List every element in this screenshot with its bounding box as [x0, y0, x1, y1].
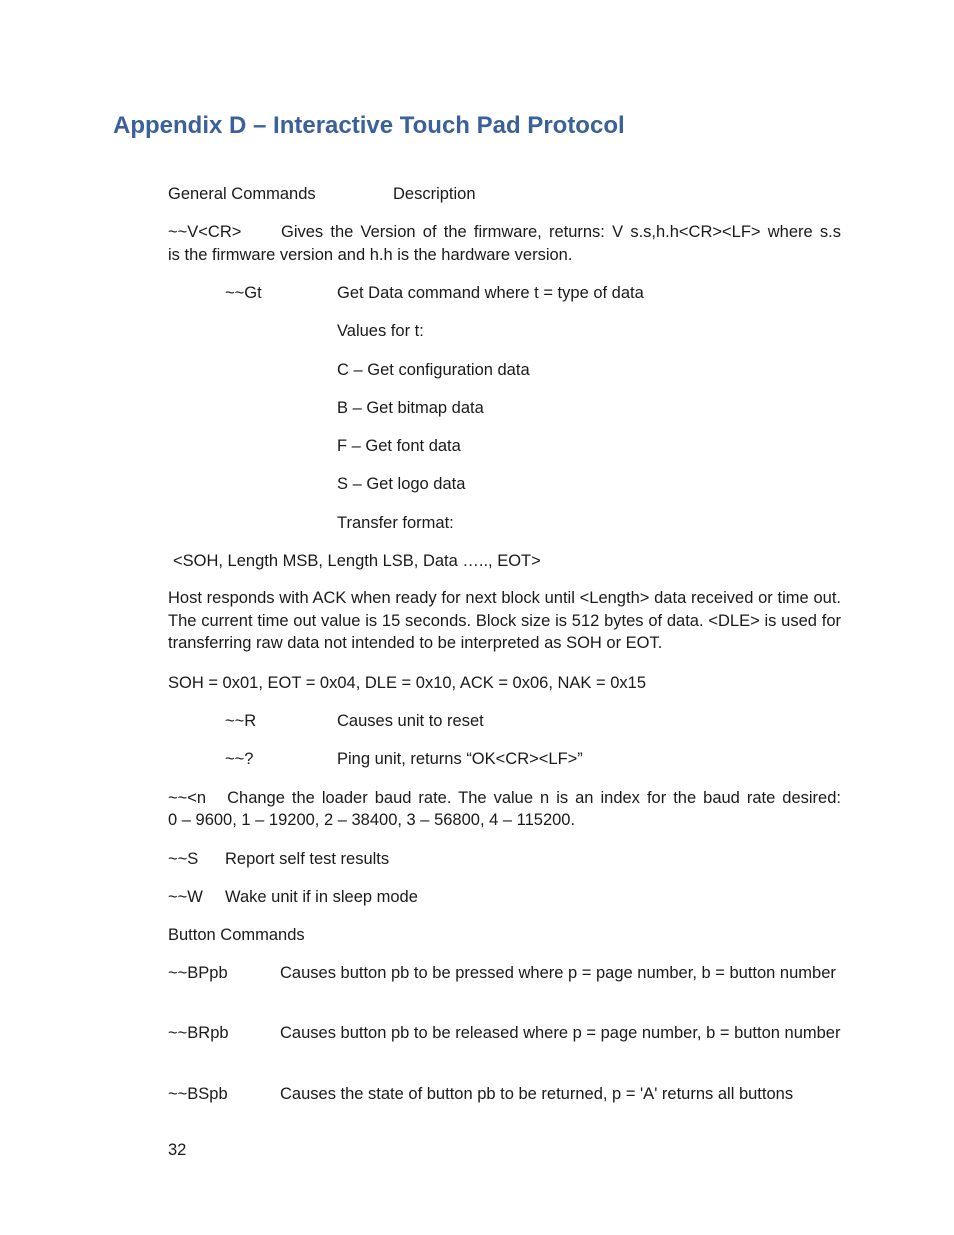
button-command: ~~BPpb — [168, 964, 228, 982]
button-command: ~~BRpb — [168, 1024, 229, 1042]
value-item: S – Get logo data — [337, 475, 466, 493]
transfer-format-label: Transfer format: — [337, 514, 454, 532]
value-item: B – Get bitmap data — [337, 399, 484, 417]
baud-line1: ~~<n Change the loader baud rate. The value n is an index for the baud rate desired: — [168, 789, 841, 807]
reset-command: ~~R — [225, 712, 257, 730]
button-command: ~~BSpb — [168, 1085, 228, 1103]
version-command: ~~V<CR> — [168, 223, 242, 241]
value-item: F – Get font data — [337, 437, 461, 455]
button-command-row — [168, 1022, 841, 1068]
button-command-description: Causes button pb to be pressed where p = page number, b = button number — [280, 964, 836, 982]
page-title: Appendix D – Interactive Touch Pad Protocol — [113, 112, 625, 139]
version-description-line1: Gives the Version of the firmware, returns: V s.s,h.h<CR><LF> where s.s — [281, 223, 841, 241]
get-data-description: Get Data command where t = type of data — [337, 284, 644, 302]
host-paragraph: Host responds with ACK when ready for next block until <Length> data received or time out. The current time out value is 15 seconds. Block size is 512 bytes of data. <DLE> is used for transferring raw data not intended to be interpreted as SOH or EOT. — [168, 589, 841, 652]
reset-description: Causes unit to reset — [337, 712, 484, 730]
button-command-description: Causes button pb to be released where p = page number, b = button number — [280, 1024, 841, 1042]
general-commands-heading: General Commands — [168, 185, 316, 203]
button-command-description: Causes the state of button pb to be returned, p = 'A' returns all buttons — [280, 1085, 794, 1103]
ping-command: ~~? — [225, 750, 254, 768]
value-item: C – Get configuration data — [337, 361, 530, 379]
wake-description: Wake unit if in sleep mode — [225, 888, 418, 906]
button-command-row — [168, 1083, 841, 1107]
button-command-row — [168, 962, 841, 1008]
self-test-description: Report self test results — [225, 850, 390, 868]
values-label: Values for t: — [337, 322, 424, 340]
get-data-command: ~~Gt — [225, 284, 262, 302]
description-heading: Description — [393, 185, 476, 203]
baud-line2: 0 – 9600, 1 – 19200, 2 – 38400, 3 – 56800, 4 – 115200. — [168, 811, 576, 829]
version-description-line2: is the firmware version and h.h is the hardware version. — [168, 246, 573, 264]
ping-description: Ping unit, returns “OK<CR><LF>” — [337, 750, 583, 768]
transfer-format: <SOH, Length MSB, Length LSB, Data ….., EOT> — [173, 552, 541, 570]
page-number: 32 — [168, 1141, 187, 1159]
button-commands-heading: Button Commands — [168, 926, 305, 944]
control-codes: SOH = 0x01, EOT = 0x04, DLE = 0x10, ACK = 0x06, NAK = 0x15 — [168, 674, 647, 692]
self-test-command: ~~S — [168, 850, 199, 868]
wake-command: ~~W — [168, 888, 203, 906]
